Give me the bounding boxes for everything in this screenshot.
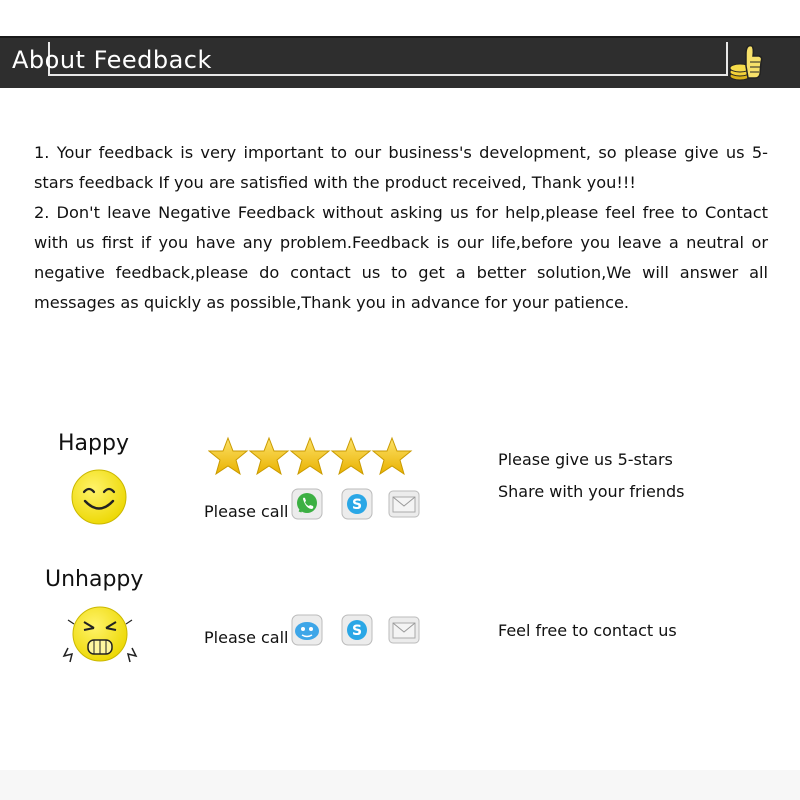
share-text: Share with your friends <box>498 482 685 501</box>
svg-text:S: S <box>351 497 363 513</box>
skype-icon[interactable] <box>341 488 373 520</box>
unhappy-label: Unhappy <box>45 567 144 592</box>
paragraph-1: 1. Your feedback is very important to our business's development, so please give us 5-stars feedback If you are satisfied with the product received, Thank you!!! <box>34 143 768 192</box>
messenger-icon[interactable] <box>291 614 323 646</box>
whatsapp-icon[interactable] <box>291 488 323 520</box>
unhappy-call-label: Please call <box>204 628 289 647</box>
svg-text:S: S <box>351 623 363 639</box>
upset-face-icon <box>60 604 140 668</box>
feedback-text <box>34 138 768 318</box>
header-bar <box>0 36 800 88</box>
thumbs-up-coins-icon <box>724 40 764 84</box>
smiley-face-icon <box>70 468 128 526</box>
page-title: About Feedback <box>12 46 212 74</box>
star-5 <box>373 438 411 474</box>
email-icon[interactable] <box>388 614 420 646</box>
paragraph-2: 2. Don't leave Negative Feedback without asking us for help,please feel free to Contact with us first if you have any problem.Feedback is our life,before you leave a neutral or negative feedback,please do contact us to get a better solution,We will answer all messages as quickly as possible,Thank you in advance for your patience. <box>34 203 768 312</box>
five-stars <box>208 434 416 478</box>
top-strip <box>0 0 800 36</box>
star-3 <box>291 438 329 474</box>
star-1 <box>209 438 247 474</box>
email-icon[interactable] <box>388 488 420 520</box>
contact-us-text: Feel free to contact us <box>498 621 677 640</box>
happy-label: Happy <box>58 431 129 456</box>
star-2 <box>250 438 288 474</box>
skype-icon[interactable] <box>341 614 373 646</box>
star-4 <box>332 438 370 474</box>
give-five-stars-text: Please give us 5-stars <box>498 450 673 469</box>
happy-call-label: Please call <box>204 502 289 521</box>
footer-strip <box>0 770 800 800</box>
